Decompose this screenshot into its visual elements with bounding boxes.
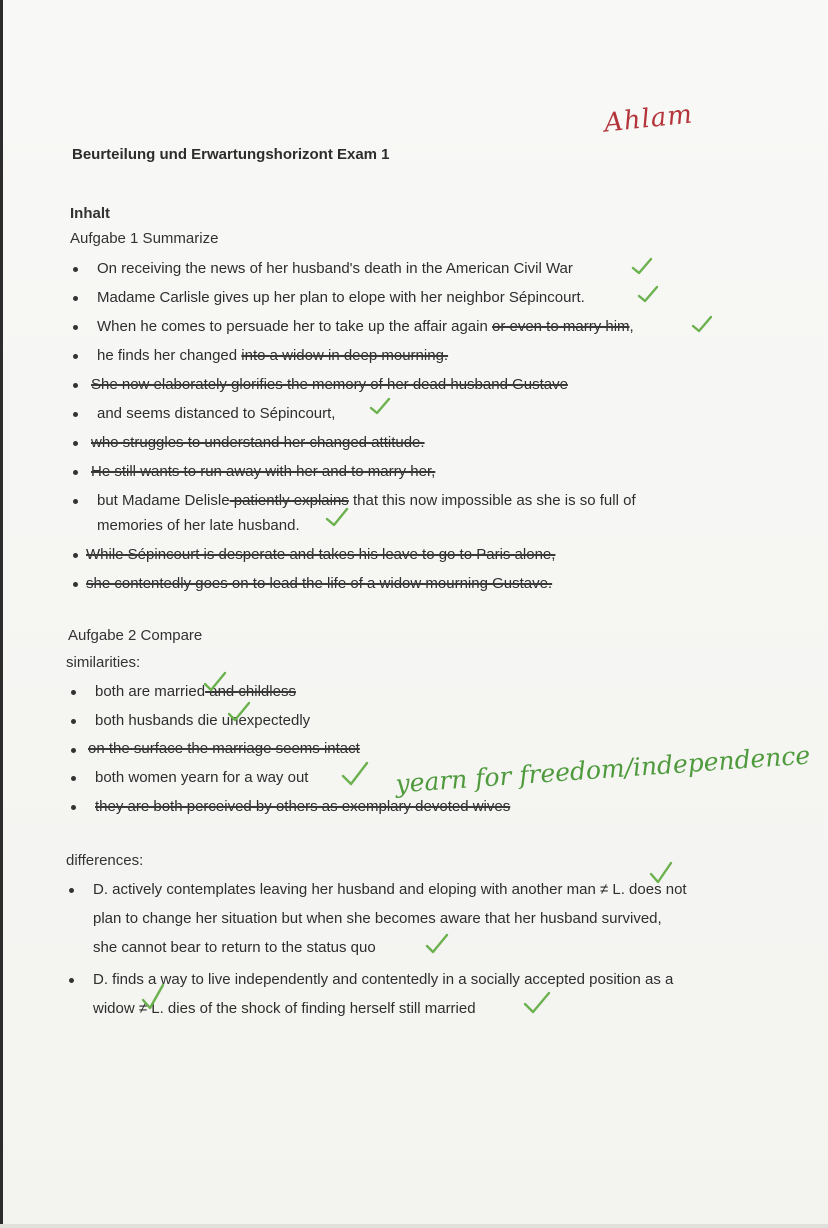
task1-item-9-continuation: memories of her late husband. xyxy=(97,517,300,534)
bullet-icon xyxy=(73,296,78,301)
bullet-icon xyxy=(73,441,78,446)
similarity-item-1: both are married and childless xyxy=(95,683,296,700)
handwritten-margin-note: yearn for freedom/independence xyxy=(394,740,812,799)
green-check-icon xyxy=(140,982,166,1012)
green-check-icon xyxy=(522,990,552,1016)
bullet-icon xyxy=(71,748,76,753)
similarities-label: similarities: xyxy=(66,654,141,671)
bullet-icon xyxy=(71,690,76,695)
green-check-icon xyxy=(648,860,674,886)
task1-item-11: she contentedly goes on to lead the life of a widow mourning Gustave. xyxy=(86,575,553,592)
similarity-item-5: they are both perceived by others as exemplary devoted wives xyxy=(95,798,511,815)
task1-label: Aufgabe 1 Summarize xyxy=(70,230,219,247)
green-check-icon xyxy=(630,256,654,276)
section-heading: Inhalt xyxy=(70,205,110,222)
task1-item-1: On receiving the news of her husband's death in the American Civil War xyxy=(97,260,573,277)
page-bottom-edge xyxy=(0,1224,828,1228)
bullet-icon xyxy=(73,412,78,417)
bullet-icon xyxy=(73,354,78,359)
green-check-icon xyxy=(340,760,370,788)
bullet-icon xyxy=(73,582,78,587)
task1-item-8: He still wants to run away with her and to marry her, xyxy=(91,463,436,480)
task1-item-3: When he comes to persuade her to take up the affair again or even to marry him, xyxy=(97,318,634,335)
bullet-icon xyxy=(73,553,78,558)
handwritten-student-name: Ahlam xyxy=(602,99,695,139)
task2-label: Aufgabe 2 Compare xyxy=(68,627,203,644)
bullet-icon xyxy=(71,805,76,810)
bullet-icon xyxy=(69,888,74,893)
difference-item-1-line-1: D. actively contemplates leaving her husband and eloping with another man ≠ L. does not xyxy=(93,881,687,898)
task1-item-2: Madame Carlisle gives up her plan to elope with her neighbor Sépincourt. xyxy=(97,289,585,306)
bullet-icon xyxy=(73,267,78,272)
difference-item-1-line-2: plan to change her situation but when she becomes aware that her husband survived, xyxy=(93,910,662,927)
green-check-icon xyxy=(424,932,450,956)
task1-item-5: She now elaborately glorifies the memory of her dead husband Gustave xyxy=(91,376,568,393)
bullet-icon xyxy=(71,719,76,724)
bullet-icon xyxy=(73,499,78,504)
task1-item-7: who struggles to understand her changed attitude. xyxy=(91,434,425,451)
bullet-icon xyxy=(73,383,78,388)
similarity-item-4: both women yearn for a way out xyxy=(95,769,309,786)
similarity-item-3: on the surface the marriage seems intact xyxy=(88,740,360,757)
task1-item-9: but Madame Delisle patiently explains that this now impossible as she is so full of xyxy=(97,492,636,509)
green-check-icon xyxy=(324,506,350,528)
green-check-icon xyxy=(368,396,392,416)
difference-item-1-line-3: she cannot bear to return to the status quo xyxy=(93,939,376,956)
difference-item-2-line-2: widow ≠ L. dies of the shock of finding herself still married xyxy=(93,1000,476,1017)
difference-item-2-line-1: D. finds a way to live independently and contentedly in a socially accepted position as a xyxy=(93,971,674,988)
task1-item-10: While Sépincourt is desperate and takes his leave to go to Paris alone, xyxy=(86,546,556,563)
green-check-icon xyxy=(636,284,660,304)
green-check-icon xyxy=(202,670,228,694)
task1-item-4: he finds her changed into a widow in deep mourning. xyxy=(97,347,449,364)
green-check-icon xyxy=(226,700,252,724)
task1-item-6: and seems distanced to Sépincourt, xyxy=(97,405,336,422)
green-check-icon xyxy=(690,314,714,334)
bullet-icon xyxy=(73,325,78,330)
differences-label: differences: xyxy=(66,852,144,869)
page-edge-shadow xyxy=(0,0,3,1228)
bullet-icon xyxy=(69,978,74,983)
bullet-icon xyxy=(71,776,76,781)
similarity-item-2: both husbands die unexpectedly xyxy=(95,712,311,729)
bullet-icon xyxy=(73,470,78,475)
page-title: Beurteilung und Erwartungshorizont Exam 1 xyxy=(72,146,390,163)
